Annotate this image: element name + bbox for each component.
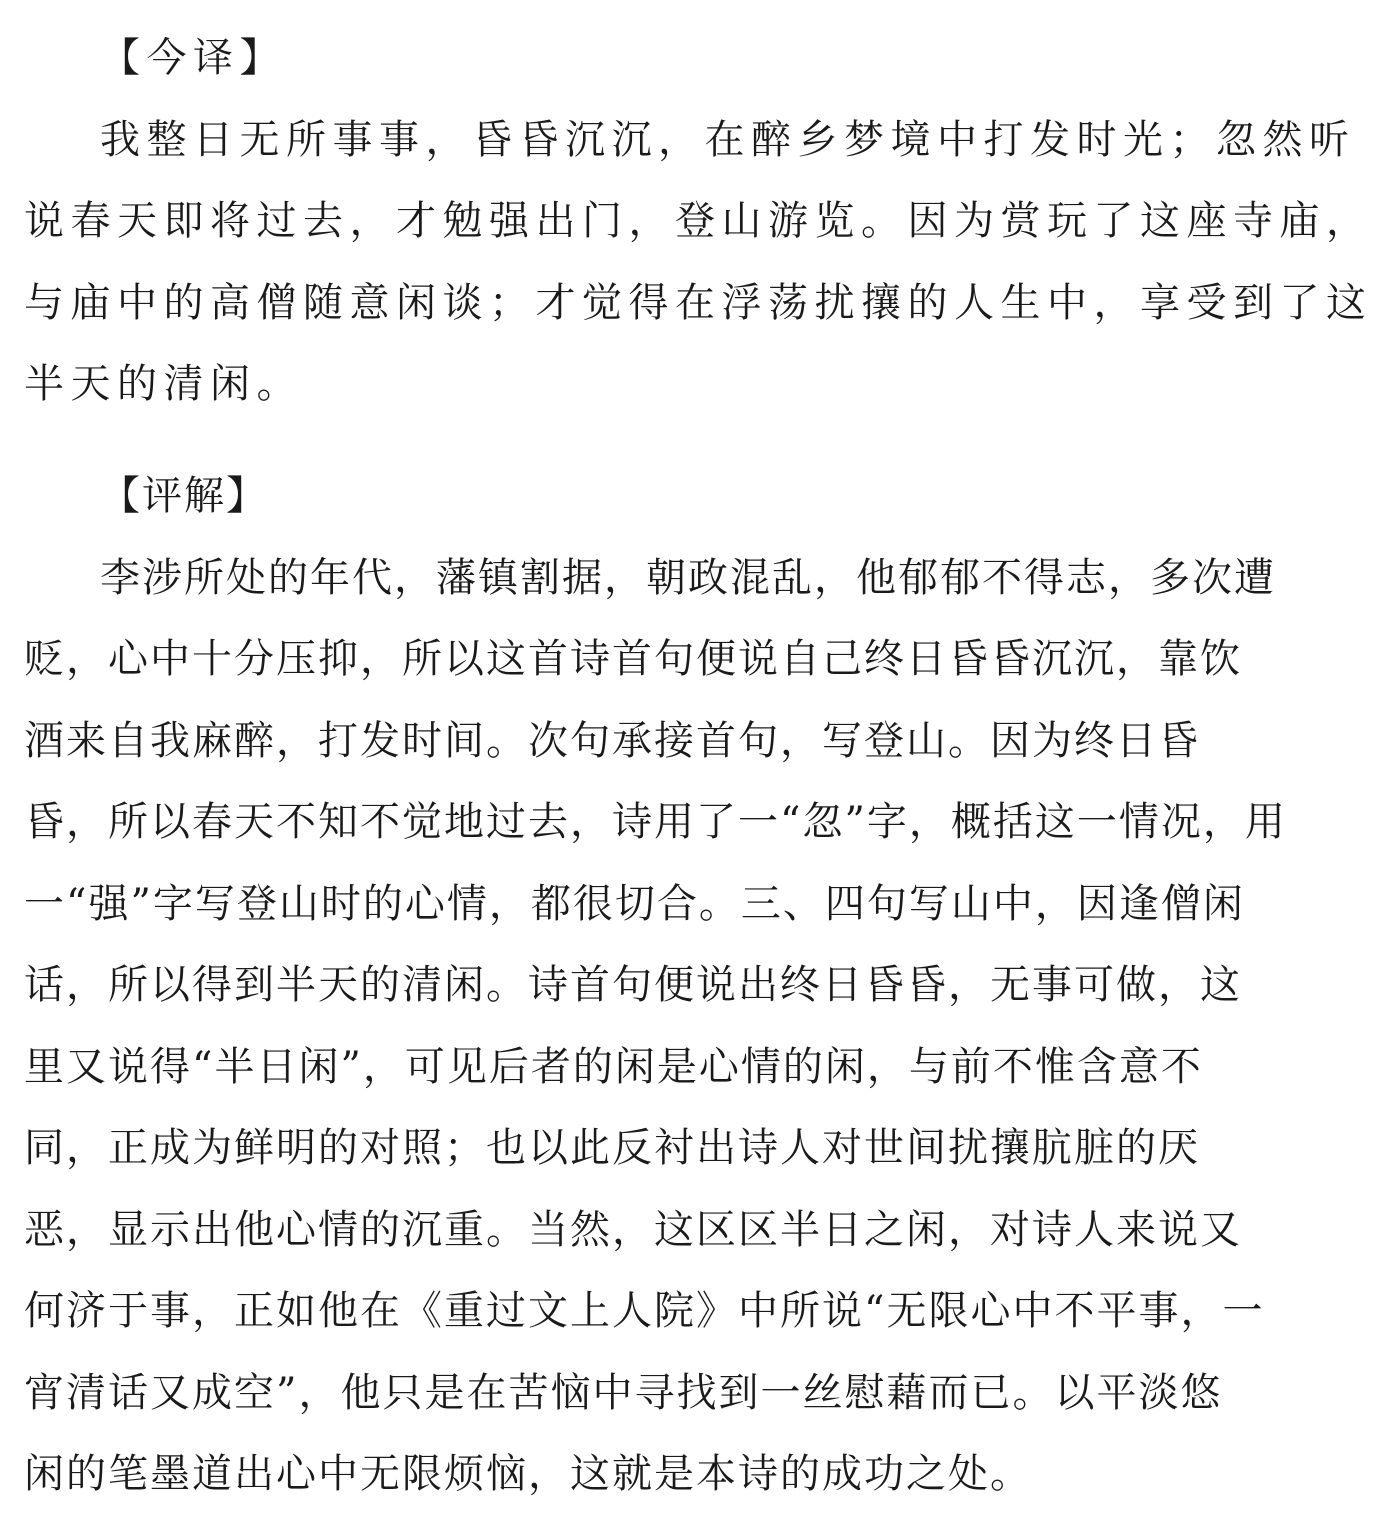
translation-line: 与庙中的高僧随意闲谈；才觉得在浮荡扰攘的人生中，享受到了这 <box>24 280 1373 326</box>
translation-line: 说春天即将过去，才勉强出门，登山游览。因为赏玩了这座寺庙， <box>24 198 1373 244</box>
translation-line: 我整日无所事事，昏昏沉沉，在醉乡梦境中打发时光；忽然听 <box>100 117 1356 163</box>
commentary-line: 话，所以得到半天的清闲。诗首句便说出终日昏昏，无事可做，这 <box>24 962 1242 1008</box>
commentary-heading: 【评解】 <box>100 473 268 519</box>
commentary-line: 闲的笔墨道出心中无限烦恼，这就是本诗的成功之处。 <box>24 1451 1032 1497</box>
commentary-line: 李涉所处的年代，藩镇割据，朝政混乱，他郁郁不得志，多次遭 <box>100 555 1276 601</box>
commentary-line: 里又说得“半日闲”，可见后者的闲是心情的闲，与前不惟含意不 <box>24 1044 1203 1090</box>
translation-heading: 【今译】 <box>100 35 286 81</box>
commentary-line: 同，正成为鲜明的对照；也以此反衬出诗人对世间扰攘肮脏的厌 <box>24 1125 1200 1171</box>
commentary-line: 贬，心中十分压抑，所以这首诗首句便说自己终日昏昏沉沉，靠饮 <box>24 636 1242 682</box>
commentary-line: 一“强”字写登山时的心情，都很切合。三、四句写山中，因逢僧闲 <box>24 881 1245 927</box>
commentary-line: 宵清话又成空”，他只是在苦恼中寻找到一丝慰藉而已。以平淡悠 <box>24 1370 1223 1416</box>
commentary-line: 昏，所以春天不知不觉地过去，诗用了一“忽”字，概括这一情况，用 <box>24 799 1287 845</box>
translation-line: 半天的清闲。 <box>24 361 303 407</box>
commentary-line: 恶，显示出他心情的沉重。当然，这区区半日之闲，对诗人来说又 <box>24 1207 1242 1253</box>
commentary-line: 酒来自我麻醉，打发时间。次句承接首句，写登山。因为终日昏 <box>24 718 1200 764</box>
commentary-line: 何济于事，正如他在《重过文上人院》中所说“无限心中不平事，一 <box>24 1288 1265 1334</box>
